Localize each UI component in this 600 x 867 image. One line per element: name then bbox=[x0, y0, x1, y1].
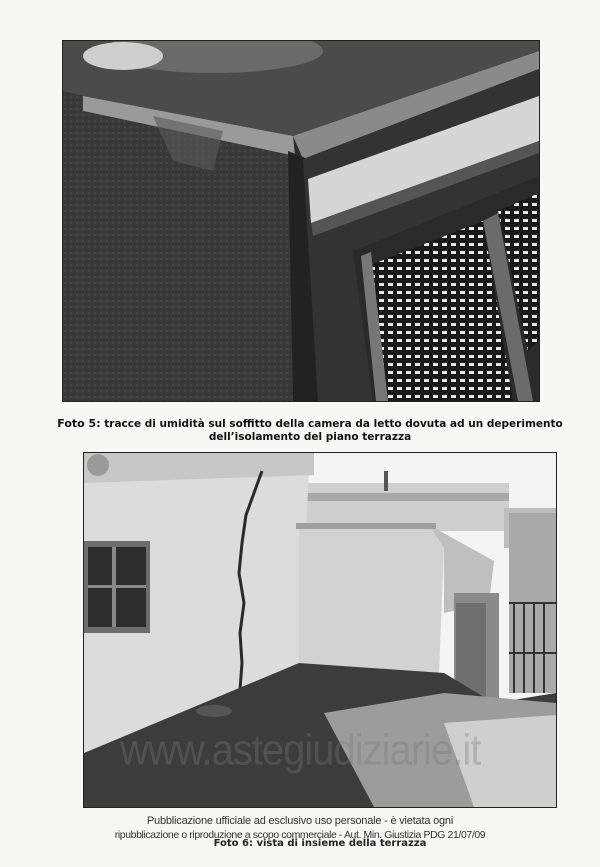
watermark: www.astegiudiziarie.it bbox=[120, 725, 481, 775]
photo-6-caption bbox=[150, 838, 490, 849]
photo-5 bbox=[62, 40, 540, 402]
photo-5-caption bbox=[40, 417, 580, 444]
photo-5-caption-text: tracce di umidità sul soffitto della camera da letto dovuta ad un deperimento dell’isolamento del piano terrazza bbox=[104, 418, 563, 443]
photo-5-label: Foto 5: bbox=[57, 417, 101, 430]
photo-5-image bbox=[63, 41, 539, 401]
footer-line-1: Pubblicazione ufficiale ad esclusivo uso personale - è vietata ogni bbox=[146, 815, 454, 827]
photo-6-caption-text: vista di insieme della terrazza bbox=[256, 838, 427, 849]
footer-line-2: ripubblicazione o riproduzione a scopo commerciale - Aut. Min. Giustizia PDG 21/07/09 bbox=[114, 829, 486, 841]
photo-6-label: Foto 6: bbox=[213, 838, 253, 849]
